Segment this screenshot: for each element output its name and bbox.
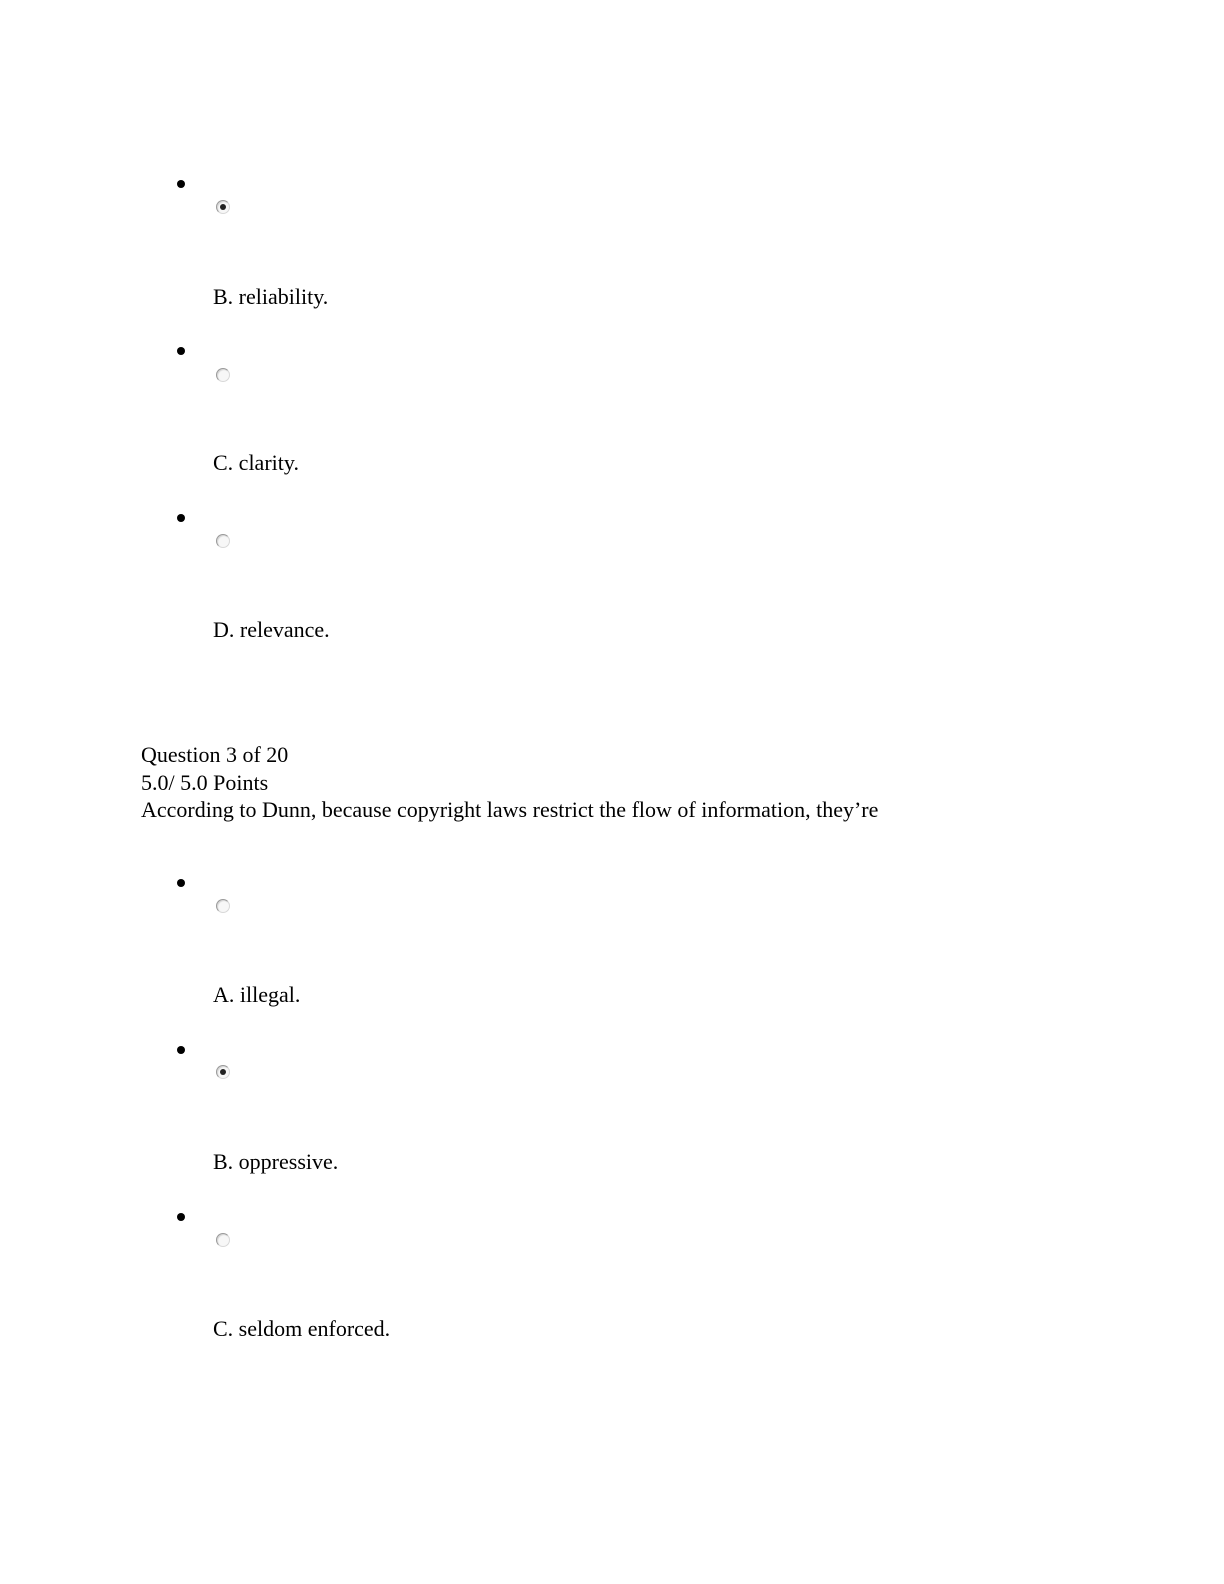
- question-points: 5.0/ 5.0 Points: [141, 770, 269, 795]
- list-bullet: [177, 180, 185, 188]
- option-c-radio[interactable]: [216, 1233, 230, 1247]
- question-prompt: According to Dunn, because copyright laws restrict the flow of information, they’re: [141, 797, 879, 822]
- list-bullet: [177, 1046, 185, 1054]
- question-heading: Question 3 of 20: [141, 742, 289, 767]
- option-b-radio-selected[interactable]: [216, 1065, 230, 1079]
- option-c-radio[interactable]: [216, 368, 230, 382]
- option-label: C. clarity.: [213, 450, 299, 475]
- option-label: A. illegal.: [213, 982, 301, 1007]
- option-b-radio-selected[interactable]: [216, 200, 230, 214]
- option-label: B. reliability.: [213, 284, 329, 309]
- list-bullet: [177, 879, 185, 887]
- option-a-radio[interactable]: [216, 899, 230, 913]
- option-d-radio[interactable]: [216, 534, 230, 548]
- option-label: D. relevance.: [213, 617, 330, 642]
- option-label: C. seldom enforced.: [213, 1316, 391, 1341]
- list-bullet: [177, 1213, 185, 1221]
- list-bullet: [177, 514, 185, 522]
- option-label: B. oppressive.: [213, 1149, 339, 1174]
- list-bullet: [177, 347, 185, 355]
